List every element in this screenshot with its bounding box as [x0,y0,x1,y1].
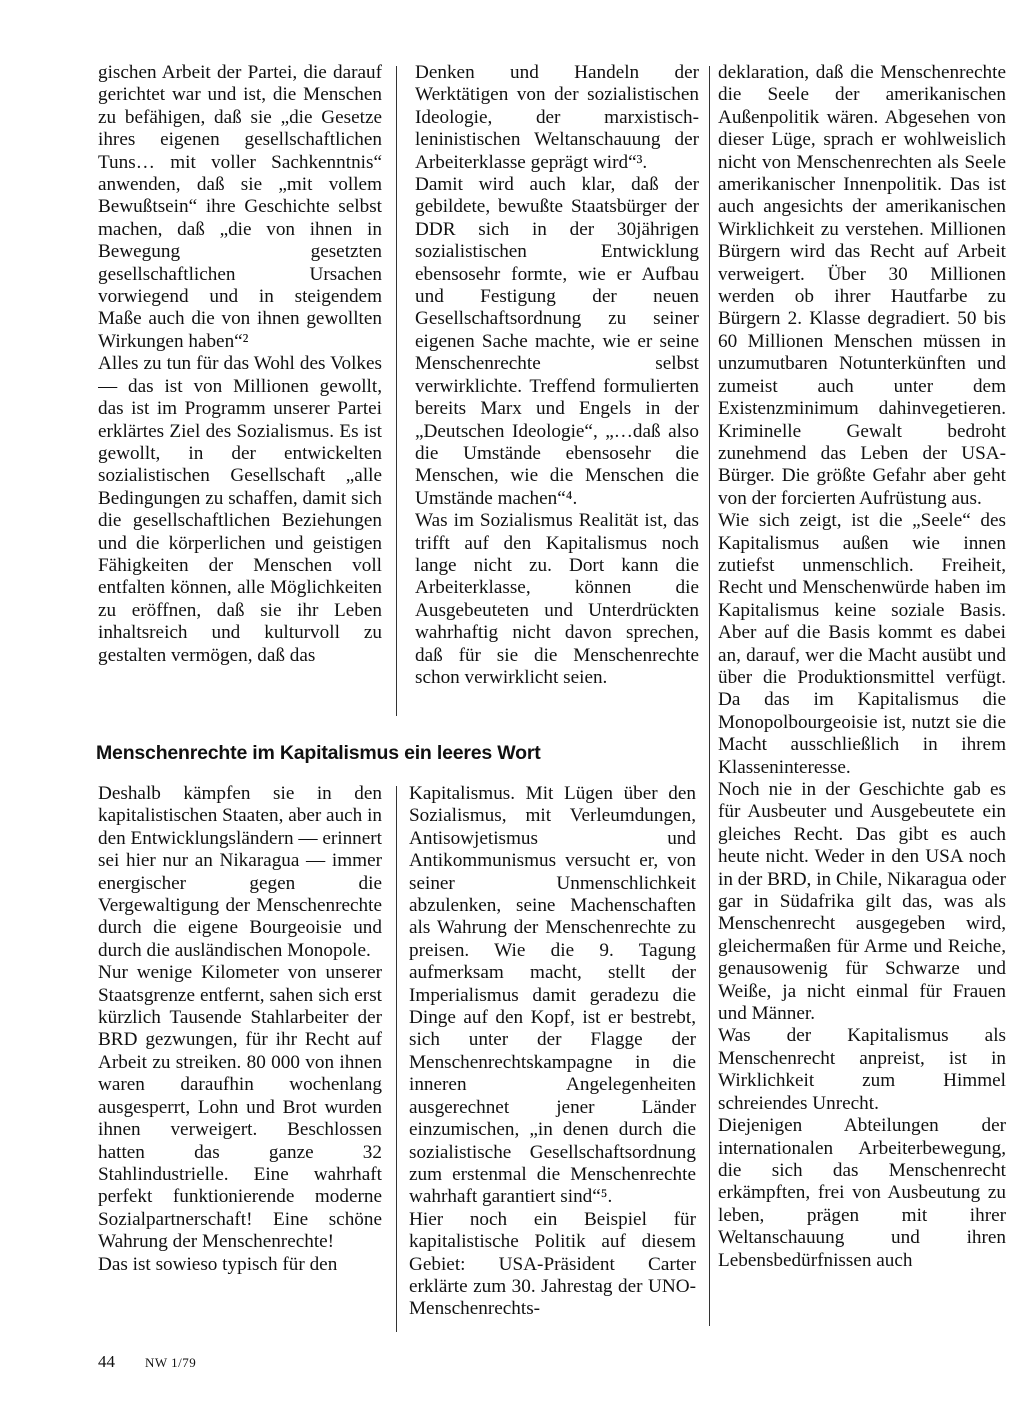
page-footer [98,1352,196,1372]
paragraph: deklaration, daß die Menschenrechte die Seele der amerikanischen Außenpolitik wären. Abgesehen von dieser Lüge, sprach er wohlweislich nicht von Menschenrechten als Seele amerikanischer Innenpolitik. Das ist auch angesichts der amerikanischen Wirklichkeit zu verstehen. Millionen Bürgern wird das Recht auf Arbeit verweigert. Über 30 Millionen werden ob ihrer Hautfarbe zu Bürgern 2. Klasse degradiert. 50 bis 60 Millionen Menschen müssen in unzumutbaren Notunterkünften und zumeist auch unter dem Existenzminimum dahinvegetieren. Kriminelle Gewalt bedroht zunehmend das Leben der USA-Bürger. Die größte Gefahr aber geht von der forcierten Aufrüstung aus. [718,62,1006,509]
text-column-top-middle [415,62,699,724]
section-headline: Menschenrechte im Kapitalismus ein leeres Wort [96,742,541,764]
paragraph: Diejenigen Abteilungen der internationalen Arbeiterbewegung, die sich das Menschenrecht erkämpften, frei von Ausbeutung zu leben, prägen mit ihrer Weltanschauung und ihren Lebensbedürfnissen auch [718,1115,1006,1271]
paragraph: Nur wenige Kilometer von unserer Staatsgrenze entfernt, sahen sich erst kürzlich Tausende Stahlarbeiter der BRD gezwungen, für ihr Recht auf Arbeit zu streiken. 80 000 von ihnen waren daraufhin wochenlang ausgesperrt, Lohn und Brot wurden ihnen verweigert. Beschlossen hatten das ganze 32 Stahlindustrielle. Eine wahrhaft perfekt funktionierende moderne Sozialpartnerschaft! Eine schöne Wahrung der Menschenrechte! [98,962,382,1253]
paragraph: Kapitalismus. Mit Lügen über den Sozialismus, mit Verleumdungen, Antisowjetismus und Antikommunismus versucht er, von seiner Unmenschlichkeit abzulenken, seine Machenschaften als Wahrung der Menschenrechte zu preisen. Wie die 9. Tagung aufmerksam macht, stellt der Imperialismus damit geradezu die Dinge auf den Kopf, ist er bestrebt, sich unter der Flagge der Menschenrechtskampagne in die inneren Angelegenheiten ausgerechnet jener Länder einzumischen, „in denen durch die sozialistische Gesellschaftsordnung zum erstenmal die Menschenrechte wahrhaft garantiert sind“⁵. [409,783,696,1208]
page-number: 44 [98,1352,115,1371]
paragraph: Das ist sowieso typisch für den [98,1253,338,1275]
issue-label: NW 1/79 [145,1355,197,1370]
paragraph: Deshalb kämpfen sie in den kapitalistischen Staaten, aber auch in den Entwicklungsländern — erinnert sei hier nur an Nikaragua — immer energischer gegen die Vergewaltigung der Menschenrechte durch die eigene Bourgeoisie und durch die ausländischen Monopole. [98,783,382,961]
paragraph: Wie sich zeigt, ist die „Seele“ des Kapitalismus außen wie innen zutiefst unmenschlich. Freiheit, Recht und Menschenwürde haben im Kapitalismus keine soziale Basis. Aber auf die Basis kommt es dabei an, darauf, wer die Macht ausübt und über die Produktionsmittel verfügt. Da das im Kapitalismus die Monopolbourgeoisie ist, nutzt sie die Macht ausschließlich in ihrem Klasseninteresse. [718,510,1006,778]
column-divider [709,66,710,1326]
text-column-right [718,62,1006,1332]
paragraph: Damit wird auch klar, daß der gebildete, bewußte Staatsbürger der DDR sich in der 30jährigen sozialistischen Entwicklung ebensosehr formte, wie er Aufbau und Festigung der neuen Gesellschaftsordnung zu seiner eigenen Sache machte, wie er seine Menschenrechte selbst verwirklichte. Treffend formulierten bereits Marx und Engels in der „Deutschen Ideologie“, „…daß also die Umstände ebensosehr die Menschen, wie die Menschen die Umstände machen“⁴. [415,174,699,509]
paragraph: Denken und Handeln der Werktätigen von der sozialistischen Ideologie, der marxistisch-leninistischen Weltanschauung der Arbeiterklasse geprägt wird“³. [415,62,699,173]
text-column-bottom-left [98,783,382,1333]
text-column-top-left [98,62,382,724]
paragraph: Noch nie in der Geschichte gab es für Ausbeuter und Ausgebeutete ein gleiches Recht. Das gibt es auch heute nicht. Weder in den USA noch in der BRD, in Chile, Nikaragua oder gar in Südafrika gilt das, was als Menschenrecht ausgegeben wird, gleichermaßen für Arme und Reiche, genausowenig für Schwarze und Weiße, ja nicht einmal für Frauen und Männer. [718,779,1006,1025]
paragraph: Alles zu tun für das Wohl des Volkes — das ist von Millionen gewollt, das ist im Programm unserer Partei erklärtes Ziel des Sozialismus. Es ist gewollt, in der entwickelten sozialistischen Gesellschaft „alle Bedingungen zu schaffen, damit sich die gesellschaftlichen Beziehungen und die körperlichen und geistigen Fähigkeiten der Menschen voll entfalten können, alle Möglichkeiten zu eröffnen, daß sie ihr Leben inhaltsreich und kulturvoll zu gestalten vermögen, daß das [98,353,382,666]
column-divider [396,66,397,716]
paragraph: Hier noch ein Beispiel für kapitalistische Politik auf diesem Gebiet: USA-Präsident Carter erklärte zum 30. Jahrestag der UNO-Menschenrechts- [409,1208,696,1320]
paragraph: gischen Arbeit der Partei, die darauf gerichtet war und ist, die Menschen zu befähigen, daß sie „die Gesetze ihres eigenen gesellschaftlichen Tuns… mit voller Sachkenntnis“ anwenden, daß sie „mit vollem Bewußtsein“ ihre Geschichte selbst machen, daß „die von ihnen in Bewegung gesetzten gesellschaftlichen Ursachen vorwiegend und in steigendem Maße auch die von ihnen gewollten Wirkungen haben“² [98,62,382,352]
text-column-bottom-middle [409,783,696,1333]
column-divider [396,786,397,1332]
paragraph: Was der Kapitalismus als Menschenrecht anpreist, ist in Wirklichkeit zum Himmel schreiendes Unrecht. [718,1025,1006,1114]
paragraph: Was im Sozialismus Realität ist, das trifft auf den Kapitalismus noch lange nicht zu. Dort kann die Arbeiterklasse, können die Ausgebeuteten und Unterdrückten wahrhaftig nicht davon sprechen, daß für sie die Menschenrechte schon verwirklicht seien. [415,510,699,688]
